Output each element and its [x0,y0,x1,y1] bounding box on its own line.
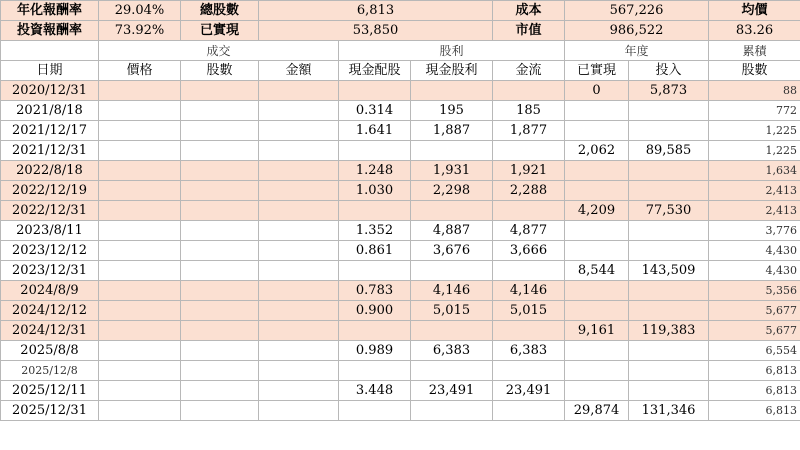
realized-cell [565,281,629,301]
shares-cell [181,241,259,261]
col-amount: 金額 [259,61,339,81]
price-cell [99,181,181,201]
group-header-row [1,41,800,61]
amount-cell [259,101,339,121]
cash-div-cell [411,201,493,221]
amount-cell [259,401,339,421]
col-cashflow: 金流 [493,61,565,81]
avg-price-value: 83.26 [709,21,800,41]
shares-cell [181,281,259,301]
date-cell: 2021/12/17 [1,121,99,141]
total-shares-label: 總股數 [181,1,259,21]
total-shares-value: 6,813 [259,1,493,21]
shares-cell [181,181,259,201]
cashflow-cell [493,201,565,221]
realized-value: 53,850 [259,21,493,41]
shares-cell [181,121,259,141]
cashflow-cell: 5,015 [493,301,565,321]
realized-cell [565,101,629,121]
col-price: 價格 [99,61,181,81]
realized-cell [565,381,629,401]
amount-cell [259,321,339,341]
price-cell [99,161,181,181]
cashflow-cell: 1,877 [493,121,565,141]
cum-shares-cell: 2,413 [709,201,800,221]
price-cell [99,81,181,101]
invested-cell [629,281,709,301]
invested-cell [629,161,709,181]
stock-div-cell [339,261,411,281]
shares-cell [181,81,259,101]
summary-row-2 [1,21,800,41]
invested-cell: 131,346 [629,401,709,421]
amount-cell [259,221,339,241]
price-cell [99,361,181,381]
date-cell: 2022/12/31 [1,201,99,221]
cashflow-cell: 3,666 [493,241,565,261]
price-cell [99,281,181,301]
realized-cell [565,361,629,381]
stock-div-cell [339,401,411,421]
invested-cell [629,221,709,241]
date-cell: 2022/8/18 [1,161,99,181]
shares-cell [181,321,259,341]
realized-cell [565,341,629,361]
table-row [1,361,800,381]
stock-div-cell: 1.248 [339,161,411,181]
market-value-label: 市值 [493,21,565,41]
realized-cell: 9,161 [565,321,629,341]
table-row [1,381,800,401]
invested-cell [629,381,709,401]
cum-shares-cell: 772 [709,101,800,121]
cashflow-cell [493,321,565,341]
cash-div-cell [411,361,493,381]
date-cell: 2025/8/8 [1,341,99,361]
price-cell [99,241,181,261]
amount-cell [259,141,339,161]
realized-cell [565,121,629,141]
realized-cell [565,161,629,181]
cash-div-cell: 3,676 [411,241,493,261]
cum-shares-cell: 5,677 [709,301,800,321]
invested-cell: 5,873 [629,81,709,101]
group-trade: 成交 [99,41,339,61]
date-cell: 2023/12/12 [1,241,99,261]
table-row [1,201,800,221]
stock-div-cell: 3.448 [339,381,411,401]
table-row [1,181,800,201]
cashflow-cell [493,81,565,101]
cash-div-cell: 23,491 [411,381,493,401]
group-year: 年度 [565,41,709,61]
stock-div-cell: 0.783 [339,281,411,301]
table-row [1,321,800,341]
cashflow-cell: 1,921 [493,161,565,181]
cum-shares-cell: 6,554 [709,341,800,361]
cum-shares-cell: 6,813 [709,361,800,381]
cost-label: 成本 [493,1,565,21]
col-realized: 已實現 [565,61,629,81]
date-cell: 2021/12/31 [1,141,99,161]
cashflow-cell: 185 [493,101,565,121]
annual-return-label: 年化報酬率 [1,1,99,21]
avg-price-label: 均價 [709,1,800,21]
invested-cell: 143,509 [629,261,709,281]
invest-return-value: 73.92% [99,21,181,41]
realized-cell: 29,874 [565,401,629,421]
table-row [1,81,800,101]
amount-cell [259,241,339,261]
invested-cell [629,181,709,201]
cash-div-cell: 195 [411,101,493,121]
cash-div-cell [411,141,493,161]
amount-cell [259,181,339,201]
table-row [1,341,800,361]
cum-shares-cell: 2,413 [709,181,800,201]
price-cell [99,401,181,421]
date-cell: 2022/12/19 [1,181,99,201]
cost-value: 567,226 [565,1,709,21]
stock-div-cell [339,361,411,381]
shares-cell [181,161,259,181]
invested-cell: 119,383 [629,321,709,341]
amount-cell [259,161,339,181]
invest-return-label: 投資報酬率 [1,21,99,41]
col-stock-div: 現金配股 [339,61,411,81]
col-invested: 投入 [629,61,709,81]
shares-cell [181,341,259,361]
price-cell [99,301,181,321]
table-row [1,101,800,121]
amount-cell [259,301,339,321]
cash-div-cell [411,81,493,101]
cum-shares-cell: 5,356 [709,281,800,301]
amount-cell [259,261,339,281]
stock-div-cell: 0.314 [339,101,411,121]
date-cell: 2023/12/31 [1,261,99,281]
price-cell [99,261,181,281]
group-blank [1,41,99,61]
amount-cell [259,381,339,401]
stock-div-cell: 1.641 [339,121,411,141]
date-cell: 2025/12/31 [1,401,99,421]
cashflow-cell [493,401,565,421]
invested-cell [629,301,709,321]
shares-cell [181,141,259,161]
cum-shares-cell: 3,776 [709,221,800,241]
realized-cell [565,301,629,321]
cum-shares-cell: 88 [709,81,800,101]
price-cell [99,381,181,401]
cashflow-cell [493,141,565,161]
price-cell [99,341,181,361]
cash-div-cell: 1,887 [411,121,493,141]
realized-cell [565,241,629,261]
shares-cell [181,361,259,381]
summary-row-1 [1,1,800,21]
col-date: 日期 [1,61,99,81]
date-cell: 2024/12/12 [1,301,99,321]
stock-div-cell: 0.861 [339,241,411,261]
realized-cell: 4,209 [565,201,629,221]
table-row [1,261,800,281]
shares-cell [181,401,259,421]
shares-cell [181,101,259,121]
stock-div-cell [339,141,411,161]
date-cell: 2024/12/31 [1,321,99,341]
shares-cell [181,301,259,321]
amount-cell [259,281,339,301]
cash-div-cell: 2,298 [411,181,493,201]
shares-cell [181,221,259,241]
invested-cell [629,361,709,381]
shares-cell [181,381,259,401]
invested-cell: 89,585 [629,141,709,161]
date-cell: 2025/12/8 [1,361,99,381]
cum-shares-cell: 1,225 [709,141,800,161]
stock-div-cell: 0.989 [339,341,411,361]
cashflow-cell: 4,146 [493,281,565,301]
cum-shares-cell: 5,677 [709,321,800,341]
stock-div-cell [339,81,411,101]
date-cell: 2020/12/31 [1,81,99,101]
cum-shares-cell: 6,813 [709,381,800,401]
shares-cell [181,261,259,281]
price-cell [99,201,181,221]
table-row [1,141,800,161]
invested-cell [629,101,709,121]
table-row [1,401,800,421]
price-cell [99,101,181,121]
price-cell [99,141,181,161]
price-cell [99,121,181,141]
amount-cell [259,81,339,101]
price-cell [99,321,181,341]
cashflow-cell [493,361,565,381]
group-dividend: 股利 [339,41,565,61]
amount-cell [259,341,339,361]
realized-label: 已實現 [181,21,259,41]
realized-cell: 2,062 [565,141,629,161]
cum-shares-cell: 1,634 [709,161,800,181]
cum-shares-cell: 4,430 [709,241,800,261]
invested-cell [629,121,709,141]
cashflow-cell: 23,491 [493,381,565,401]
stock-div-cell [339,201,411,221]
amount-cell [259,361,339,381]
cum-shares-cell: 6,813 [709,401,800,421]
realized-cell [565,221,629,241]
cash-div-cell [411,321,493,341]
table-row [1,161,800,181]
date-cell: 2025/12/11 [1,381,99,401]
annual-return-value: 29.04% [99,1,181,21]
date-cell: 2023/8/11 [1,221,99,241]
group-cumulative: 累積 [709,41,800,61]
stock-div-cell: 0.900 [339,301,411,321]
realized-cell: 8,544 [565,261,629,281]
date-cell: 2024/8/9 [1,281,99,301]
table-row [1,301,800,321]
stock-div-cell: 1.030 [339,181,411,201]
table-row [1,121,800,141]
column-header-row [1,61,800,81]
market-value-value: 986,522 [565,21,709,41]
cash-div-cell [411,401,493,421]
table-row [1,281,800,301]
invested-cell [629,341,709,361]
cum-shares-cell: 1,225 [709,121,800,141]
stock-div-cell [339,321,411,341]
cash-div-cell: 1,931 [411,161,493,181]
cashflow-cell [493,261,565,281]
cash-div-cell: 4,887 [411,221,493,241]
col-cash-div: 現金股利 [411,61,493,81]
cum-shares-cell: 4,430 [709,261,800,281]
amount-cell [259,201,339,221]
date-cell: 2021/8/18 [1,101,99,121]
col-cum-shares: 股數 [709,61,800,81]
cash-div-cell: 6,383 [411,341,493,361]
stock-div-cell: 1.352 [339,221,411,241]
shares-cell [181,201,259,221]
cash-div-cell: 4,146 [411,281,493,301]
table-row [1,241,800,261]
cashflow-cell: 4,877 [493,221,565,241]
cash-div-cell: 5,015 [411,301,493,321]
cash-div-cell [411,261,493,281]
table-row [1,221,800,241]
invested-cell: 77,530 [629,201,709,221]
price-cell [99,221,181,241]
realized-cell [565,181,629,201]
cashflow-cell: 6,383 [493,341,565,361]
realized-cell: 0 [565,81,629,101]
cashflow-cell: 2,288 [493,181,565,201]
col-shares: 股數 [181,61,259,81]
invested-cell [629,241,709,261]
amount-cell [259,121,339,141]
